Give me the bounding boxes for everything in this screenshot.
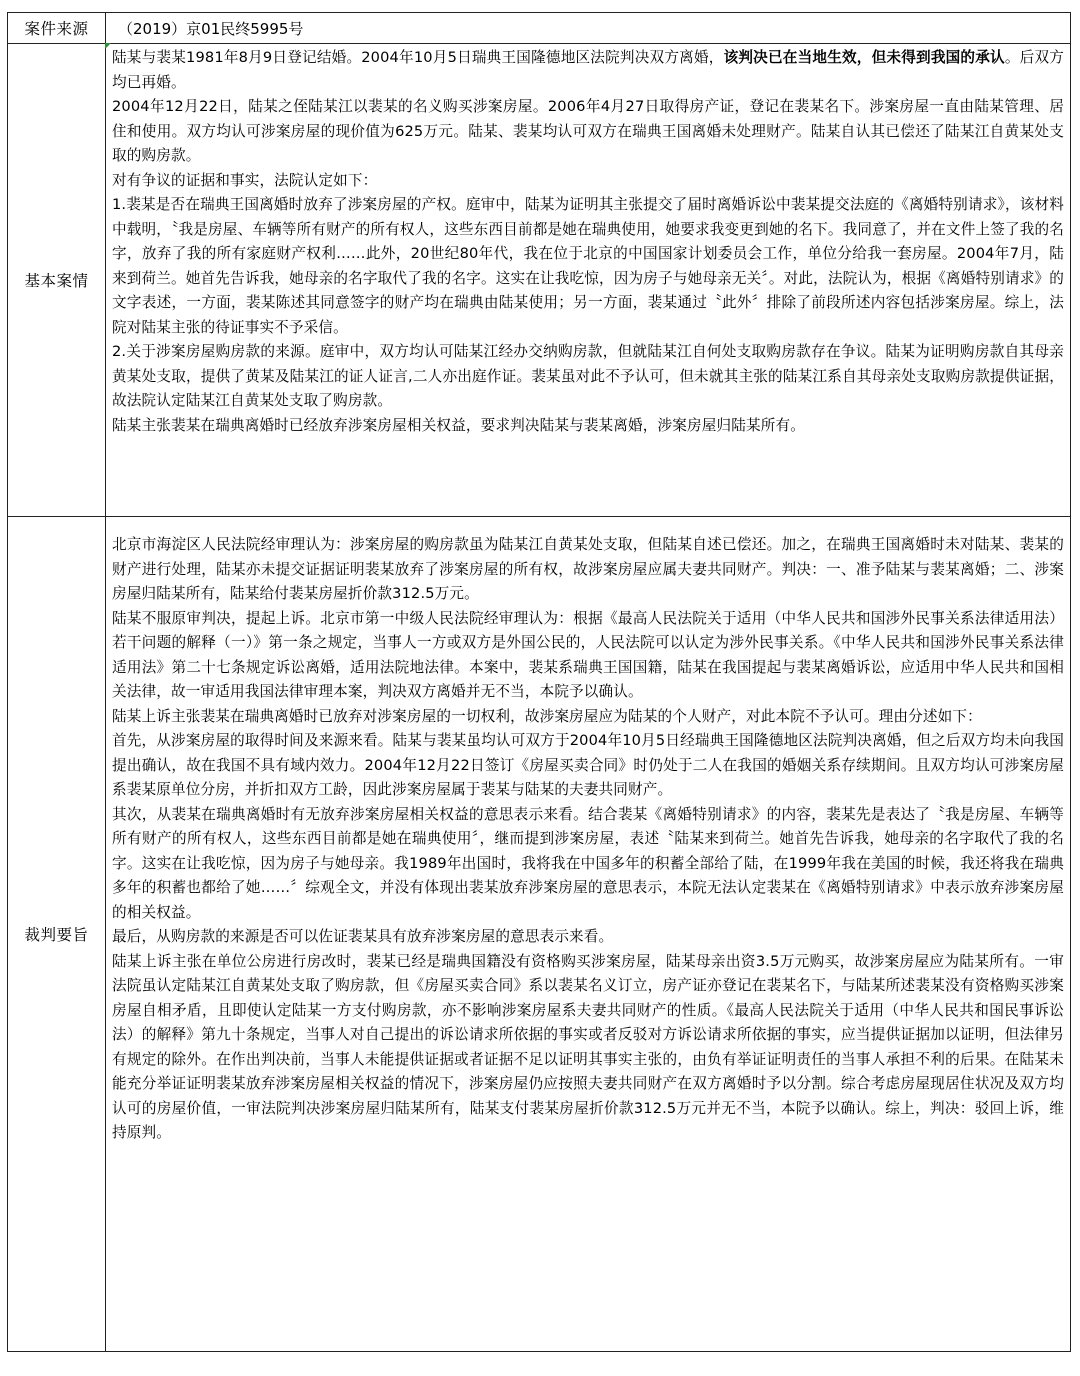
ruling-paragraph-7: 陆某上诉主张在单位公房进行房改时，裴某已经是瑞典国籍没有资格购买涉案房屋，陆某母亲出资3.5万元购买，故涉案房屋应为陆某所有。一审法院虽认定陆某江自黄某处支取了购房款，但《房屋买卖合同》系以裴某名义订立，房产证亦登记在裴某名下，与陆某所述裴某没有资格购买涉案房屋自相矛盾，且即使认定陆某一方支付购房款，亦不影响涉案房屋系夫妻共同财产的性质。《最高人民法院关于适用（中华人民共和国民事诉讼法）的解释》第九十条规定，当事人对自己提出的诉讼请求所依据的事实或者反驳对方诉讼请求所依据的事实，应当提供证据加以证明，但法律另有规定的除外。在作出判决前，当事人未能提供证据或者证据不足以证明其事实主张的，由负有举证证明责任的当事人承担不利的后果。在陆某未能充分举证证明裴某放弃涉案房屋相关权益的情况下，涉案房屋仍应按照夫妻共同财产在双方离婚时予以分割。综合考虑房屋现居住状况及双方均认可的房屋价值，一审法院判决涉案房屋归陆某所有，陆某支付裴某房屋折价款312.5万元并无不当，本院予以确认。综上，判决：驳回上诉，维持原判。 (112, 952, 1064, 1141)
facts-p1-bold: 该判决已在当地生效，但未得到我国的承认 (723, 49, 1005, 66)
basic-facts-row (8, 44, 1071, 517)
ruling-paragraph-5: 其次，从裴某在瑞典离婚时有无放弃涉案房屋相关权益的意思表示来看。结合裴某《离婚特别请求》的内容，裴某先是表达了〝我是房屋、车辆等所有财产的所有权人，这些东西目前都是她在瑞典使用〞，继而提到涉案房屋，表述〝陆某来到荷兰。她首先告诉我，她母亲的名字取代了我的名字。这实在让我吃惊，因为房子与她母亲。我1989年出国时，我将我在中国多年的积蓄全部给了陆，在1999年我在美国的时候，我还将我在瑞典多年的积蓄也都给了她……〞综观全文，并没有体现出裴某放弃涉案房屋的意思表示，本院无法认定裴某在《离婚特别请求》中表示放弃涉案房屋的相关权益。 (112, 805, 1064, 921)
facts-paragraph-5: 2.关于涉案房屋购房款的来源。庭审中，双方均认可陆某江经办交纳购房款，但就陆某江自何处支取购房款存在争议。陆某为证明购房款自其母亲黄某处支取，提供了黄某及陆某江的证人证言,二人亦出庭作证。裴某虽对此不予认可，但未就其主张的陆某江系自其母亲处支取购房款提供证据，故法院认定陆某江自黄某处支取了购房款。 (112, 343, 1064, 409)
case-source-row (8, 13, 1071, 44)
case-table (7, 12, 1071, 1352)
ruling-content (106, 517, 1071, 1352)
ruling-paragraph-3: 陆某上诉主张裴某在瑞典离婚时已放弃对涉案房屋的一切权利，故涉案房屋应为陆某的个人财产，对此本院不予认可。理由分述如下： (112, 707, 982, 725)
facts-paragraph-4: 1.裴某是否在瑞典王国离婚时放弃了涉案房屋的产权。庭审中，陆某为证明其主张提交了届时离婚诉讼中裴某提交法庭的《离婚特别请求》，该材料中载明，〝我是房屋、车辆等所有财产的所有权人，这些东西目前都是她在瑞典使用，她要求我变更到她的名下。我同意了，并在文件上签了我的名字，放弃了我的所有家庭财产权利……此外，20世纪80年代，我在位于北京的中国国家计划委员会工作，单位分给我一套房屋。2004年7月，陆来到荷兰。她首先告诉我，她母亲的名字取代了我的名字。这实在让我吃惊，因为房子与她母亲无关〞。对此，法院认为，根据《离婚特别请求》的文字表述，一方面，裴某陈述其同意签字的财产均在瑞典由陆某使用；另一方面，裴某通过〝此外〞排除了前段所述内容包括涉案房屋。综上，法院对陆某主张的待证事实不予采信。 (112, 196, 1064, 336)
ruling-label: 裁判要旨 (8, 517, 106, 1352)
facts-p1-tail: 。后双方均已再婚。 (112, 49, 1065, 91)
ruling-paragraph-4: 首先，从涉案房屋的取得时间及来源来看。陆某与裴某虽均认可双方于2004年10月5日经瑞典王国隆德地区法院判决离婚，但之后双方均未向我国提出确认，故在我国不具有域内效力。2004年12月22日签订《房屋买卖合同》时仍处于二人在我国的婚姻关系存续期间。且双方均认可涉案房屋系裴某原单位分房，并折扣双方工龄，因此涉案房屋属于裴某与陆某的夫妻共同财产。 (112, 732, 1064, 798)
ruling-paragraph-2: 陆某不服原审判决，提起上诉。北京市第一中级人民法院经审理认为：根据《最高人民法院关于适用（中华人民共和国涉外民事关系法律适用法）若干问题的解释（一）》第一条之规定，当事人一方或双方是外国公民的，人民法院可以认定为涉外民事关系。《中华人民共和国涉外民事关系法律适用法》第二十七条规定诉讼离婚，适用法院地法律。本案中，裴某系瑞典王国国籍，陆某在我国提起与裴某离婚诉讼，应适用中华人民共和国相关法律，故一审适用我国法律审理本案，判决双方离婚并无不当，本院予以确认。 (112, 609, 1064, 700)
facts-paragraph-1 (112, 46, 1064, 95)
facts-p1-text: 陆某与裴某1981年8月9日登记结婚。2004年10月5日瑞典王国隆德地区法院判决双方离婚， (112, 49, 724, 66)
basic-facts-content (106, 44, 1071, 517)
ruling-paragraph-6: 最后，从购房款的来源是否可以佐证裴某具有放弃涉案房屋的意思表示来看。 (112, 928, 614, 945)
facts-paragraph-2: 2004年12月22日，陆某之侄陆某江以裴某的名义购买涉案房屋。2006年4月27日取得房产证，登记在裴某名下。涉案房屋一直由陆某管理、居住和使用。双方均认可涉案房屋的现价值为625万元。陆某、裴某均认可双方在瑞典王国离婚未处理财产。陆某自认其已偿还了陆某江自黄某处支取的购房款。 (112, 98, 1064, 164)
case-source-label: 案件来源 (8, 13, 106, 44)
facts-paragraph-6: 陆某主张裴某在瑞典离婚时已经放弃涉案房屋相关权益，要求判决陆某与裴某离婚，涉案房屋归陆某所有。 (112, 416, 805, 434)
basic-facts-label: 基本案情 (8, 44, 106, 517)
ruling-row (8, 517, 1071, 1352)
cell-comment-marker (105, 43, 111, 49)
facts-paragraph-3: 对有争议的证据和事实，法院认定如下： (112, 171, 378, 189)
case-number: （2019）京01民终5995号 (106, 13, 1071, 44)
ruling-paragraph-1: 北京市海淀区人民法院经审理认为：涉案房屋的购房款虽为陆某江自黄某处支取，但陆某自述已偿还。加之，在瑞典王国离婚时未对陆某、裴某的财产进行处理，陆某亦未提交证据证明裴某放弃了涉案房屋的所有权，故涉案房屋应属夫妻共同财产。判决：一、准予陆某与裴某离婚；二、涉案房屋归陆某所有，陆某给付裴某房屋折价款312.5万元。 (112, 536, 1064, 602)
